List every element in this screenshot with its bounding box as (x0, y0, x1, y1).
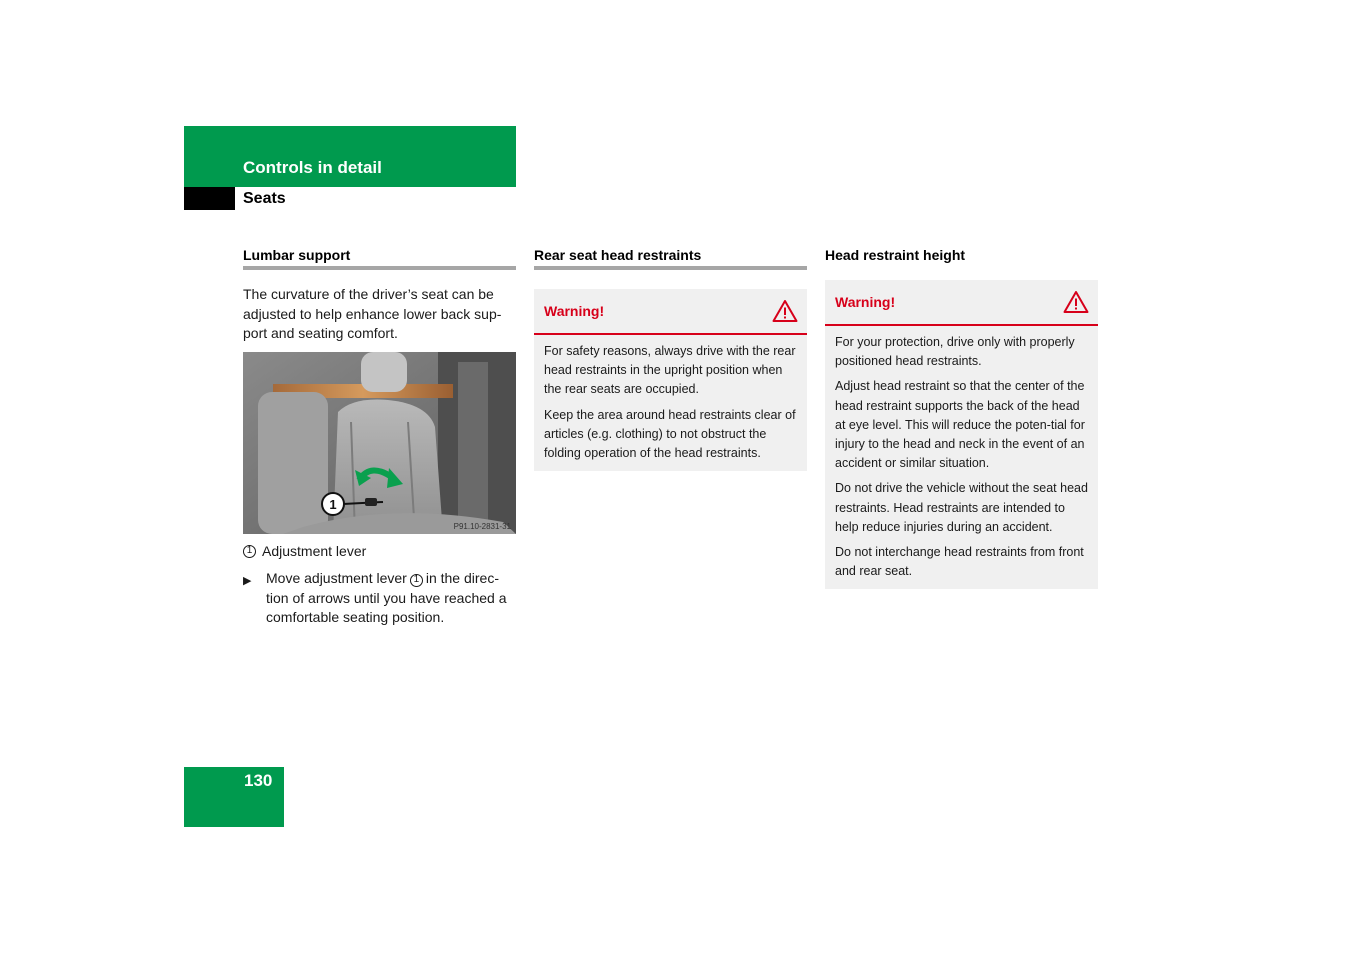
warning-header (534, 289, 807, 335)
caption-text: Adjustment lever (262, 542, 367, 559)
chapter-title: Controls in detail (243, 158, 382, 177)
warning-paragraph: Adjust head restraint so that the center of the head restraint supports the back of the head at eye level. This will reduce the poten-tial for injury to the head and neck in the event of an accident or similar situation. (835, 379, 1085, 471)
warning-triangle-icon (772, 299, 798, 323)
figure-caption (243, 542, 516, 562)
heading-rule (243, 266, 516, 270)
warning-paragraph: For your protection, drive only with properly positioned head restraints. (835, 335, 1075, 369)
figure-callout-1: 1 (329, 496, 337, 512)
height-heading: Head restraint height (825, 247, 966, 263)
triangle-bullet-icon: ▶ (243, 575, 252, 587)
warning-paragraph: Keep the area around head restraints clear of articles (e.g. clothing) to not obstruct the folding operation of the head restraints. (544, 407, 796, 461)
warning-title: Warning! (835, 294, 896, 310)
instruction-step (243, 569, 516, 628)
warning-paragraph: Do not interchange head restraints from front and rear seat. (835, 545, 1084, 579)
warning-body (825, 326, 1098, 589)
warning-title: Warning! (544, 303, 605, 319)
heading-rule (534, 266, 807, 270)
rear-head-restraints-column (534, 245, 807, 471)
warning-paragraph: Do not drive the vehicle without the seat head restraints. Head restraints are intended to help reduce injuries during an accident. (835, 481, 1088, 534)
callout-number: 1 (243, 545, 256, 558)
lumbar-heading: Lumbar support (243, 247, 351, 263)
rear-heading: Rear seat head restraints (534, 247, 702, 263)
seat-photo (243, 352, 516, 534)
figure-code: P91.10-2831-31 (453, 521, 511, 531)
warning-paragraph: For safety reasons, always drive with the rear head restraints in the upright position when the rear seats are occupied. (544, 344, 796, 397)
lumbar-intro: The curvature of the driver’s seat can be adjusted to help enhance lower back sup-port and seating comfort. (243, 286, 502, 341)
step-text-before: Move adjustment lever (266, 570, 407, 586)
step-text (266, 569, 516, 628)
section-marker (184, 187, 235, 210)
warning-triangle-icon (1063, 290, 1089, 314)
seat-illustration (243, 352, 516, 534)
warning-body (534, 335, 807, 471)
page-number: 130 (244, 771, 273, 790)
step-text-after: in the direc-tion of arrows until you have reached a comfortable seating position. (266, 570, 507, 625)
warning-header (825, 280, 1098, 326)
callout-number-inline: 1 (410, 574, 423, 587)
section-title: Seats (243, 190, 286, 207)
warning-box (825, 280, 1098, 589)
head-restraint-height-column (825, 245, 1098, 589)
warning-box (534, 289, 807, 471)
lumbar-support-column (243, 245, 516, 628)
